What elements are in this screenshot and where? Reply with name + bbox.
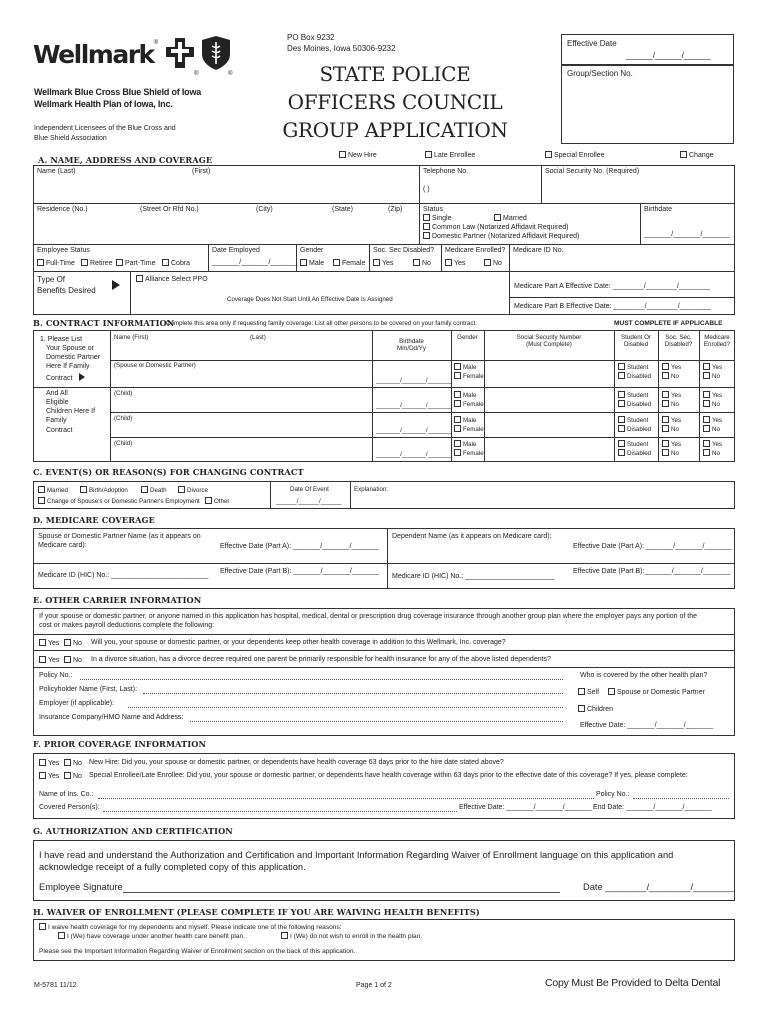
row4-male[interactable]: Male [454,440,476,448]
new-hire-checkbox[interactable]: New Hire [339,151,377,159]
common-law-checkbox[interactable]: Common Law (Notarized Affidavit Required) [423,223,568,231]
page-number: Page 1 of 2 [356,982,392,989]
section-e-title: E. OTHER CARRIER INFORMATION [33,595,202,605]
row2-male[interactable]: Male [454,391,476,399]
section-b-title: B. CONTRACT INFORMATION [33,318,175,328]
married-event-checkbox[interactable]: Married [38,486,68,494]
ssd-yes-checkbox[interactable]: Yes [373,259,393,267]
row4-med-no[interactable]: No [703,449,720,457]
f-q1-yes[interactable]: Yes [39,759,59,767]
other-event-checkbox[interactable]: Other [205,497,229,505]
section-h-title: H. WAIVER OF ENROLLMENT (PLEASE COMPLETE IF YOU ARE WAIVING HEALTH BENEFITS) [33,907,480,917]
org-name-1: Wellmark Blue Cross Blue Shield of Iowa [34,87,202,97]
row3-ssd-no[interactable]: No [662,425,679,433]
logo-text: Wellmark [33,40,154,69]
row4-disabled[interactable]: Disabled [618,449,651,457]
org-name-2: Wellmark Health Plan of Iowa, Inc. [34,99,173,109]
reason2-checkbox[interactable]: I (We) do not wish to enroll in the health plan. [281,932,422,940]
row2-med-no[interactable]: No [703,400,720,408]
licensee-2: Blue Shield Association [34,135,107,142]
section-d-title: D. MEDICARE COVERAGE [33,515,155,525]
section-a-box [33,165,735,315]
f-q2-no[interactable]: No [64,772,82,780]
e-q2-yes[interactable]: Yes [39,656,59,664]
special-enrollee-checkbox[interactable]: Special Enrollee [545,151,605,159]
row4-ssd-no[interactable]: No [662,449,679,457]
row2-med-yes[interactable]: Yes [703,391,722,399]
name-last-label: Name (Last) [37,168,76,175]
f-q2-yes[interactable]: Yes [39,772,59,780]
row1-med-yes[interactable]: Yes [703,363,722,371]
change-employment-checkbox[interactable]: Change of Spouse's or Domestic Partner's Employment [38,497,200,505]
ssd-no-checkbox[interactable]: No [413,259,431,267]
retiree-checkbox[interactable]: Retiree [81,259,113,267]
full-time-checkbox[interactable]: Full-Time [37,259,75,267]
spouse-checkbox[interactable]: Spouse or Domestic Partner [608,688,705,696]
row1-male[interactable]: Male [454,363,476,371]
part-time-checkbox[interactable]: Part-Time [116,259,155,267]
late-enrollee-checkbox[interactable]: Late Enrollee [425,151,475,159]
row1-student[interactable]: Student [618,363,648,371]
change-checkbox[interactable]: Change [680,151,714,159]
row1-disabled[interactable]: Disabled [618,372,651,380]
row2-female[interactable]: Female [454,400,484,408]
section-c-title: C. EVENT(S) OR REASON(S) FOR CHANGING CONTRACT [33,467,304,477]
domestic-partner-checkbox[interactable]: Domestic Partner (Notarized Affidavit Required) [423,232,579,240]
wellmark-logo: Wellmark® [33,40,159,69]
row4-student[interactable]: Student [618,440,648,448]
row3-ssd-yes[interactable]: Yes [662,416,681,424]
row3-disabled[interactable]: Disabled [618,425,651,433]
death-checkbox[interactable]: Death [141,486,167,494]
blue-shield-icon [201,35,231,71]
row3-female[interactable]: Female [454,425,484,433]
address-1: PO Box 9232 [287,33,335,42]
form-title-1: STATE POLICE [319,62,471,86]
e-q1-no[interactable]: No [64,639,82,647]
row3-student[interactable]: Student [618,416,648,424]
blue-cross-icon [165,36,195,70]
married-checkbox[interactable]: Married [494,214,527,222]
arrow-right-icon [112,280,120,290]
section-g-title: G. AUTHORIZATION AND CERTIFICATION [33,826,233,836]
signature-line[interactable] [123,892,560,893]
e-q1-yes[interactable]: Yes [39,639,59,647]
section-f-title: F. PRIOR COVERAGE INFORMATION [33,739,207,749]
divorce-checkbox[interactable]: Divorce [178,486,208,494]
self-checkbox[interactable]: Self [578,688,599,696]
female-checkbox[interactable]: Female [333,259,365,267]
copy-notice: Copy Must Be Provided to Delta Dental [545,977,721,989]
f-q1-no[interactable]: No [64,759,82,767]
form-title-2: OFFICERS COUNCIL [287,90,503,114]
section-a-title: A. NAME, ADDRESS AND COVERAGE [38,155,213,165]
row3-male[interactable]: Male [454,416,476,424]
licensee-1: Independent Licensees of the Blue Cross and [34,125,176,132]
row4-female[interactable]: Female [454,449,484,457]
row1-ssd-yes[interactable]: Yes [662,363,681,371]
birth-adoption-checkbox[interactable]: Birth/Adoption [80,486,128,494]
row1-ssd-no[interactable]: No [662,372,679,380]
row4-med-yes[interactable]: Yes [703,440,722,448]
row4-ssd-yes[interactable]: Yes [662,440,681,448]
address-2: Des Moines, Iowa 50306-9232 [287,44,396,53]
form-title-3: GROUP APPLICATION [282,118,508,142]
male-checkbox[interactable]: Male [300,259,324,267]
e-q2-no[interactable]: No [64,656,82,664]
row2-disabled[interactable]: Disabled [618,400,651,408]
children-checkbox[interactable]: Children [578,705,613,713]
medicare-yes-checkbox[interactable]: Yes [445,259,465,267]
cobra-checkbox[interactable]: Cobra [162,259,190,267]
row3-med-no[interactable]: No [703,425,720,433]
alliance-ppo-checkbox[interactable]: Alliance Select PPO [136,275,208,283]
row3-med-yes[interactable]: Yes [703,416,722,424]
reason1-checkbox[interactable]: I (We) have coverage under another health care benefit plan. [58,932,245,940]
row1-med-no[interactable]: No [703,372,720,380]
single-checkbox[interactable]: Single [423,214,451,222]
waive-checkbox[interactable]: I waive health coverage for my dependents and myself. Please indicate one of the following reasons: [39,923,342,931]
form-number: M-5781 11/12 [34,982,77,989]
row2-student[interactable]: Student [618,391,648,399]
row2-ssd-no[interactable]: No [662,400,679,408]
medicare-no-checkbox[interactable]: No [484,259,502,267]
row2-ssd-yes[interactable]: Yes [662,391,681,399]
row1-female[interactable]: Female [454,372,484,380]
arrow-right-icon [79,373,85,381]
